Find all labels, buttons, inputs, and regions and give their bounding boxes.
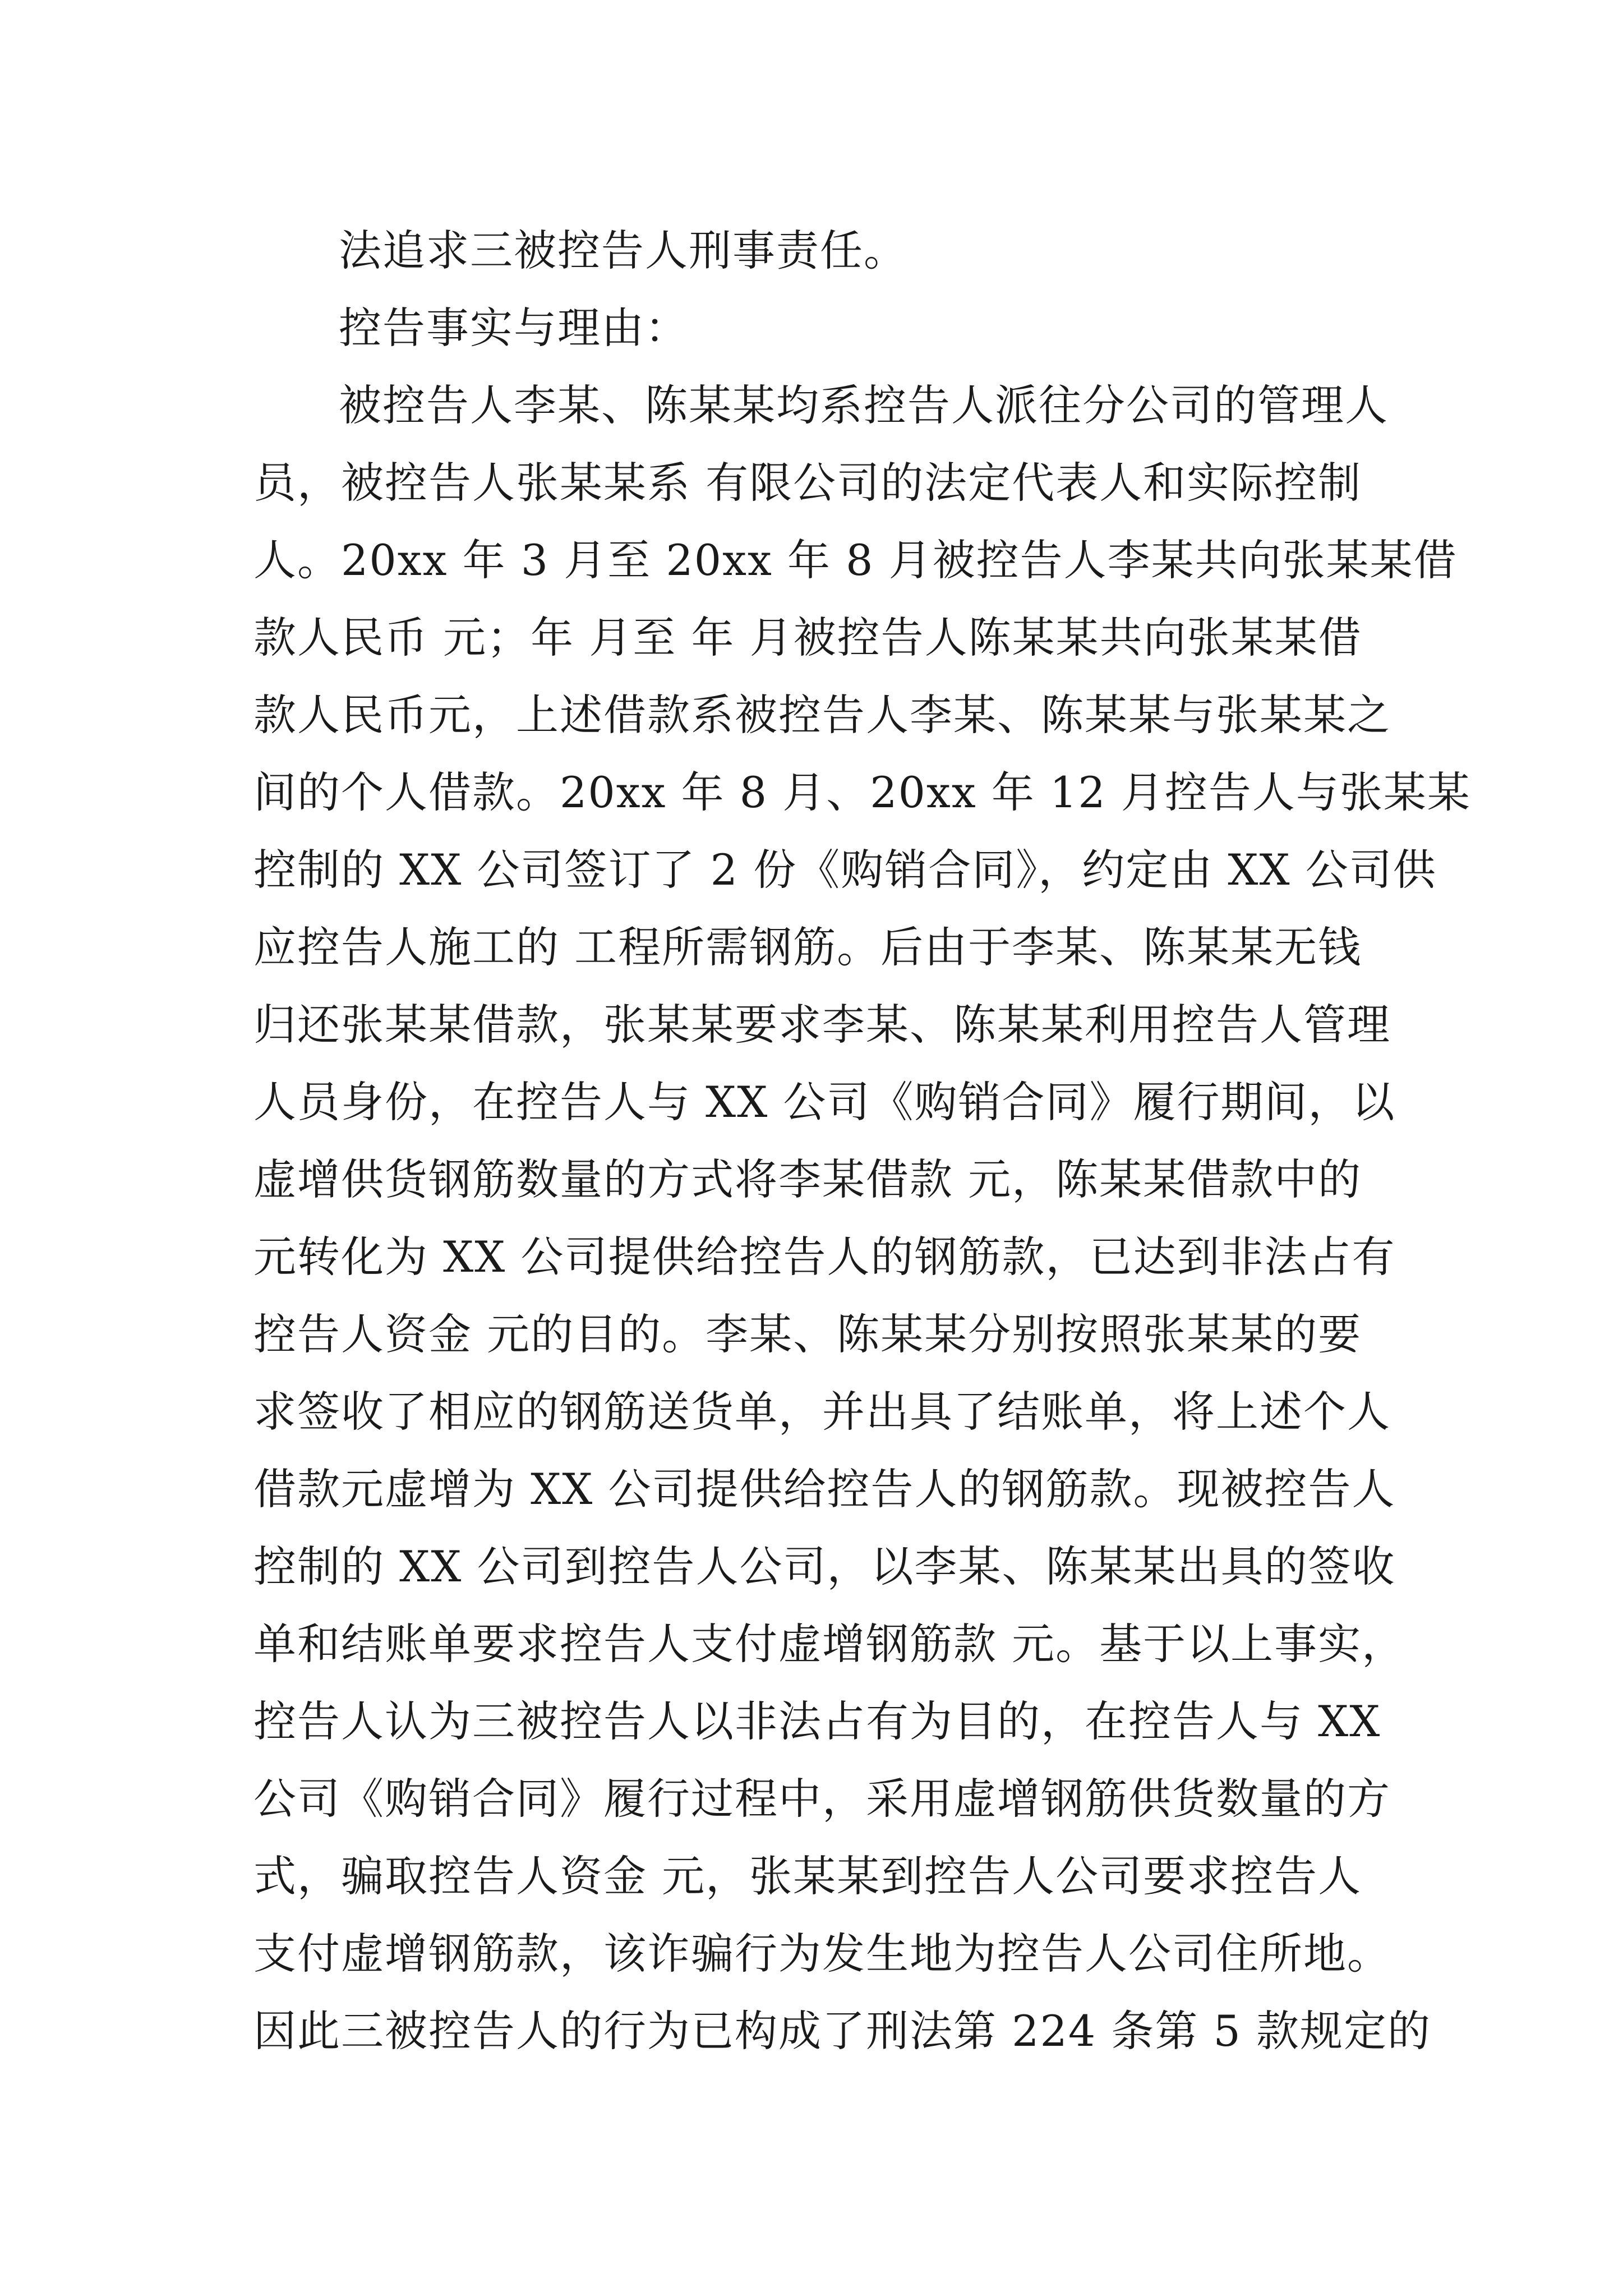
text-line: 控告事实与理由：	[339, 303, 689, 353]
text-line: 间的个人借款。20xx 年 8 月、20xx 年 12 月控告人与张某某	[253, 767, 1471, 817]
text-line: 元转化为 XX 公司提供给控告人的钢筋款，已达到非法占有	[253, 1232, 1396, 1282]
text-line: 人。20xx 年 3 月至 20xx 年 8 月被控告人李某共向张某某借	[253, 535, 1458, 585]
text-line: 款人民币元，上述借款系被控告人李某、陈某某与张某某之	[253, 690, 1391, 740]
text-line: 应控告人施工的 工程所需钢筋。后由于李某、陈某某无钱	[253, 922, 1362, 972]
text-line: 控制的 XX 公司签订了 2 份《购销合同》，约定由 XX 公司供	[253, 845, 1437, 895]
text-line: 人员身份，在控告人与 XX 公司《购销合同》履行期间，以	[253, 1077, 1396, 1127]
text-line: 单和结账单要求控告人支付虚增钢筋款 元。基于以上事实，	[253, 1619, 1406, 1669]
text-line: 法追求三被控告人刑事责任。	[339, 226, 907, 275]
document-body	[253, 212, 1471, 2070]
text-line: 支付虚增钢筋款，该诈骗行为发生地为控告人公司住所地。	[253, 1929, 1391, 1978]
text-line: 公司《购销合同》履行过程中，采用虚增钢筋供货数量的方	[253, 1774, 1391, 1824]
text-line: 被控告人李某、陈某某均系控告人派往分公司的管理人	[339, 380, 1389, 430]
text-line: 控告人资金 元的目的。李某、陈某某分别按照张某某的要	[253, 1309, 1362, 1359]
text-line: 式，骗取控告人资金 元，张某某到控告人公司要求控告人	[253, 1851, 1362, 1901]
text-line: 控制的 XX 公司到控告人公司，以李某、陈某某出具的签收	[253, 1542, 1396, 1591]
text-line: 归还张某某借款，张某某要求李某、陈某某利用控告人管理	[253, 1000, 1391, 1050]
text-line: 因此三被控告人的行为已构成了刑法第 224 条第 5 款规定的	[253, 2006, 1432, 2056]
text-line: 员，被控告人张某某系 有限公司的法定代表人和实际控制	[253, 458, 1362, 508]
text-line: 虚增供货钢筋数量的方式将李某借款 元，陈某某借款中的	[253, 1154, 1362, 1204]
text-line: 求签收了相应的钢筋送货单，并出具了结账单，将上述个人	[253, 1387, 1391, 1437]
text-line: 控告人认为三被控告人以非法占有为目的，在控告人与 XX	[253, 1696, 1381, 1746]
text-line: 款人民币 元；年 月至 年 月被控告人陈某某共向张某某借	[253, 613, 1362, 662]
text-line: 借款元虚增为 XX 公司提供给控告人的钢筋款。现被控告人	[253, 1464, 1396, 1514]
